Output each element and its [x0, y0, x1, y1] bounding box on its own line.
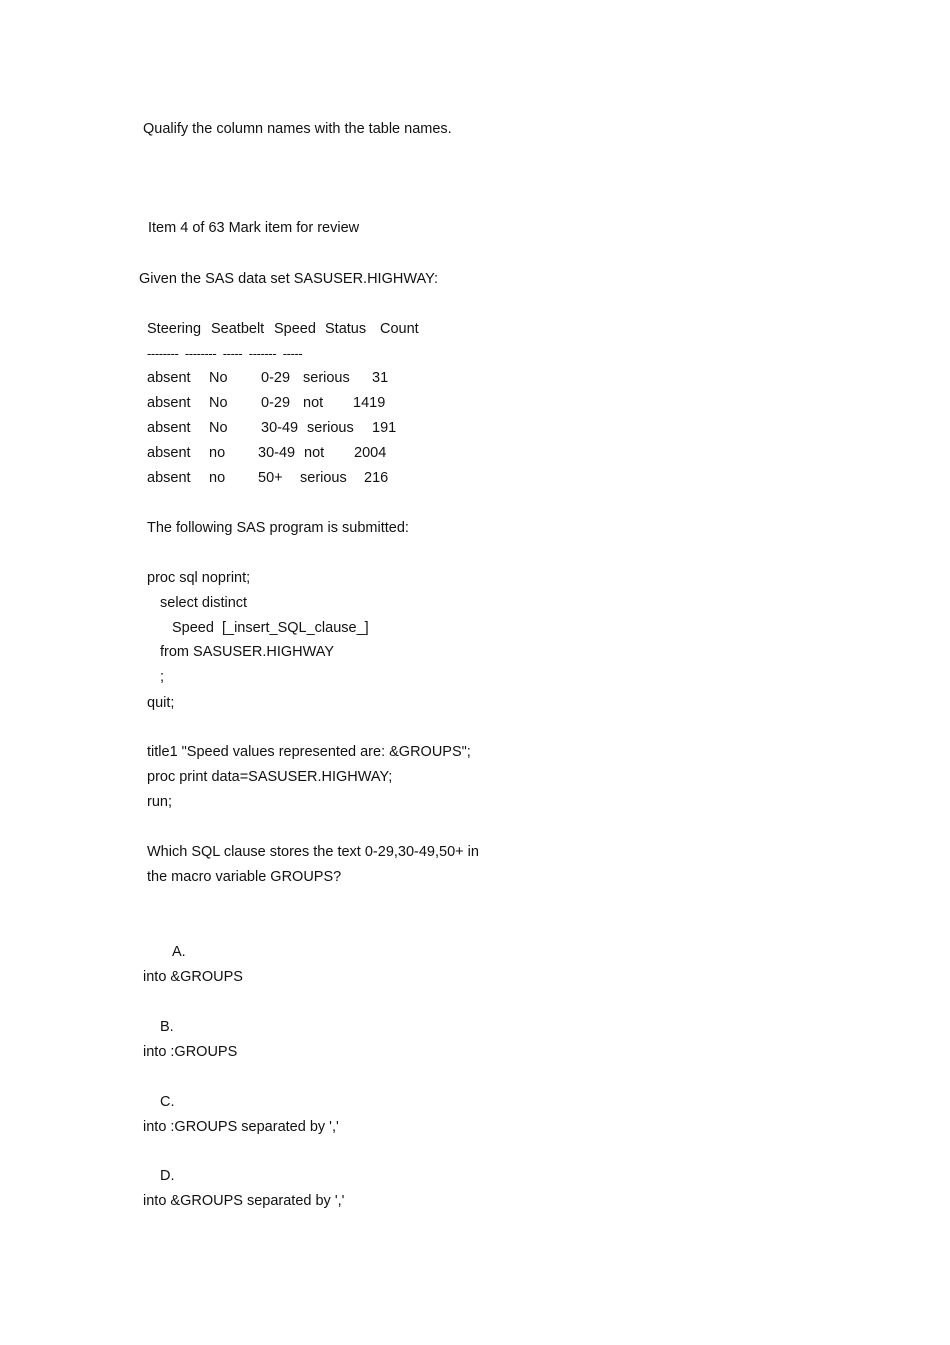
table-cell: serious: [303, 370, 350, 386]
table-cell: 30-49: [261, 420, 299, 436]
code-line: proc print data=SASUSER.HIGHWAY;: [147, 769, 393, 785]
table-cell: absent: [147, 395, 191, 411]
table-cell: 216: [364, 470, 389, 486]
column-header: Speed: [274, 321, 316, 337]
option-letter: D.: [160, 1168, 175, 1184]
column-header: Seatbelt: [211, 321, 265, 337]
intro-note: Qualify the column names with the table names.: [143, 121, 452, 137]
table-cell: 191: [372, 420, 397, 436]
table-cell: 0-29: [261, 370, 291, 386]
option-text: into &GROUPS separated by ',': [143, 1193, 345, 1209]
code-line: from SASUSER.HIGHWAY: [160, 644, 335, 660]
table-cell: No: [209, 370, 228, 386]
table-cell: 0-29: [261, 395, 291, 411]
code-line: proc sql noprint;: [147, 570, 251, 586]
column-header: Status: [325, 321, 367, 337]
program-intro: The following SAS program is submitted:: [147, 520, 409, 536]
table-cell: absent: [147, 445, 191, 461]
column-header: Steering: [147, 321, 202, 337]
table-cell: not: [304, 445, 325, 461]
table-cell: 1419: [353, 395, 386, 411]
table-cell: no: [209, 445, 226, 461]
table-separator: -------- -------- ----- ------- -----: [147, 346, 303, 361]
question-text: Which SQL clause stores the text 0-29,30-49,50+ in: [147, 844, 479, 860]
option-text: into :GROUPS separated by ',': [143, 1119, 339, 1135]
table-cell: absent: [147, 370, 191, 386]
table-cell: absent: [147, 420, 191, 436]
table-cell: 2004: [354, 445, 387, 461]
table-cell: 31: [372, 370, 389, 386]
table-cell: No: [209, 420, 228, 436]
table-cell: 50+: [258, 470, 283, 486]
table-cell: not: [303, 395, 324, 411]
question-text: the macro variable GROUPS?: [147, 869, 342, 885]
code-line: quit;: [147, 695, 175, 711]
table-cell: serious: [307, 420, 354, 436]
code-line: select distinct: [160, 595, 248, 611]
table-cell: no: [209, 470, 226, 486]
option-letter: B.: [160, 1019, 174, 1035]
code-line: Speed [_insert_SQL_clause_]: [172, 620, 369, 636]
option-letter: A.: [172, 944, 186, 960]
code-line: run;: [147, 794, 172, 810]
option-text: into :GROUPS: [143, 1044, 238, 1060]
given-text: Given the SAS data set SASUSER.HIGHWAY:: [139, 271, 438, 287]
code-line: title1 "Speed values represented are: &GROUPS";: [147, 744, 471, 760]
table-cell: 30-49: [258, 445, 296, 461]
column-header: Count: [380, 321, 419, 337]
option-letter: C.: [160, 1094, 175, 1110]
code-line: ;: [160, 669, 165, 685]
table-cell: serious: [300, 470, 347, 486]
option-text: into &GROUPS: [143, 969, 243, 985]
table-cell: No: [209, 395, 228, 411]
item-header: Item 4 of 63 Mark item for review: [148, 220, 360, 236]
table-cell: absent: [147, 470, 191, 486]
